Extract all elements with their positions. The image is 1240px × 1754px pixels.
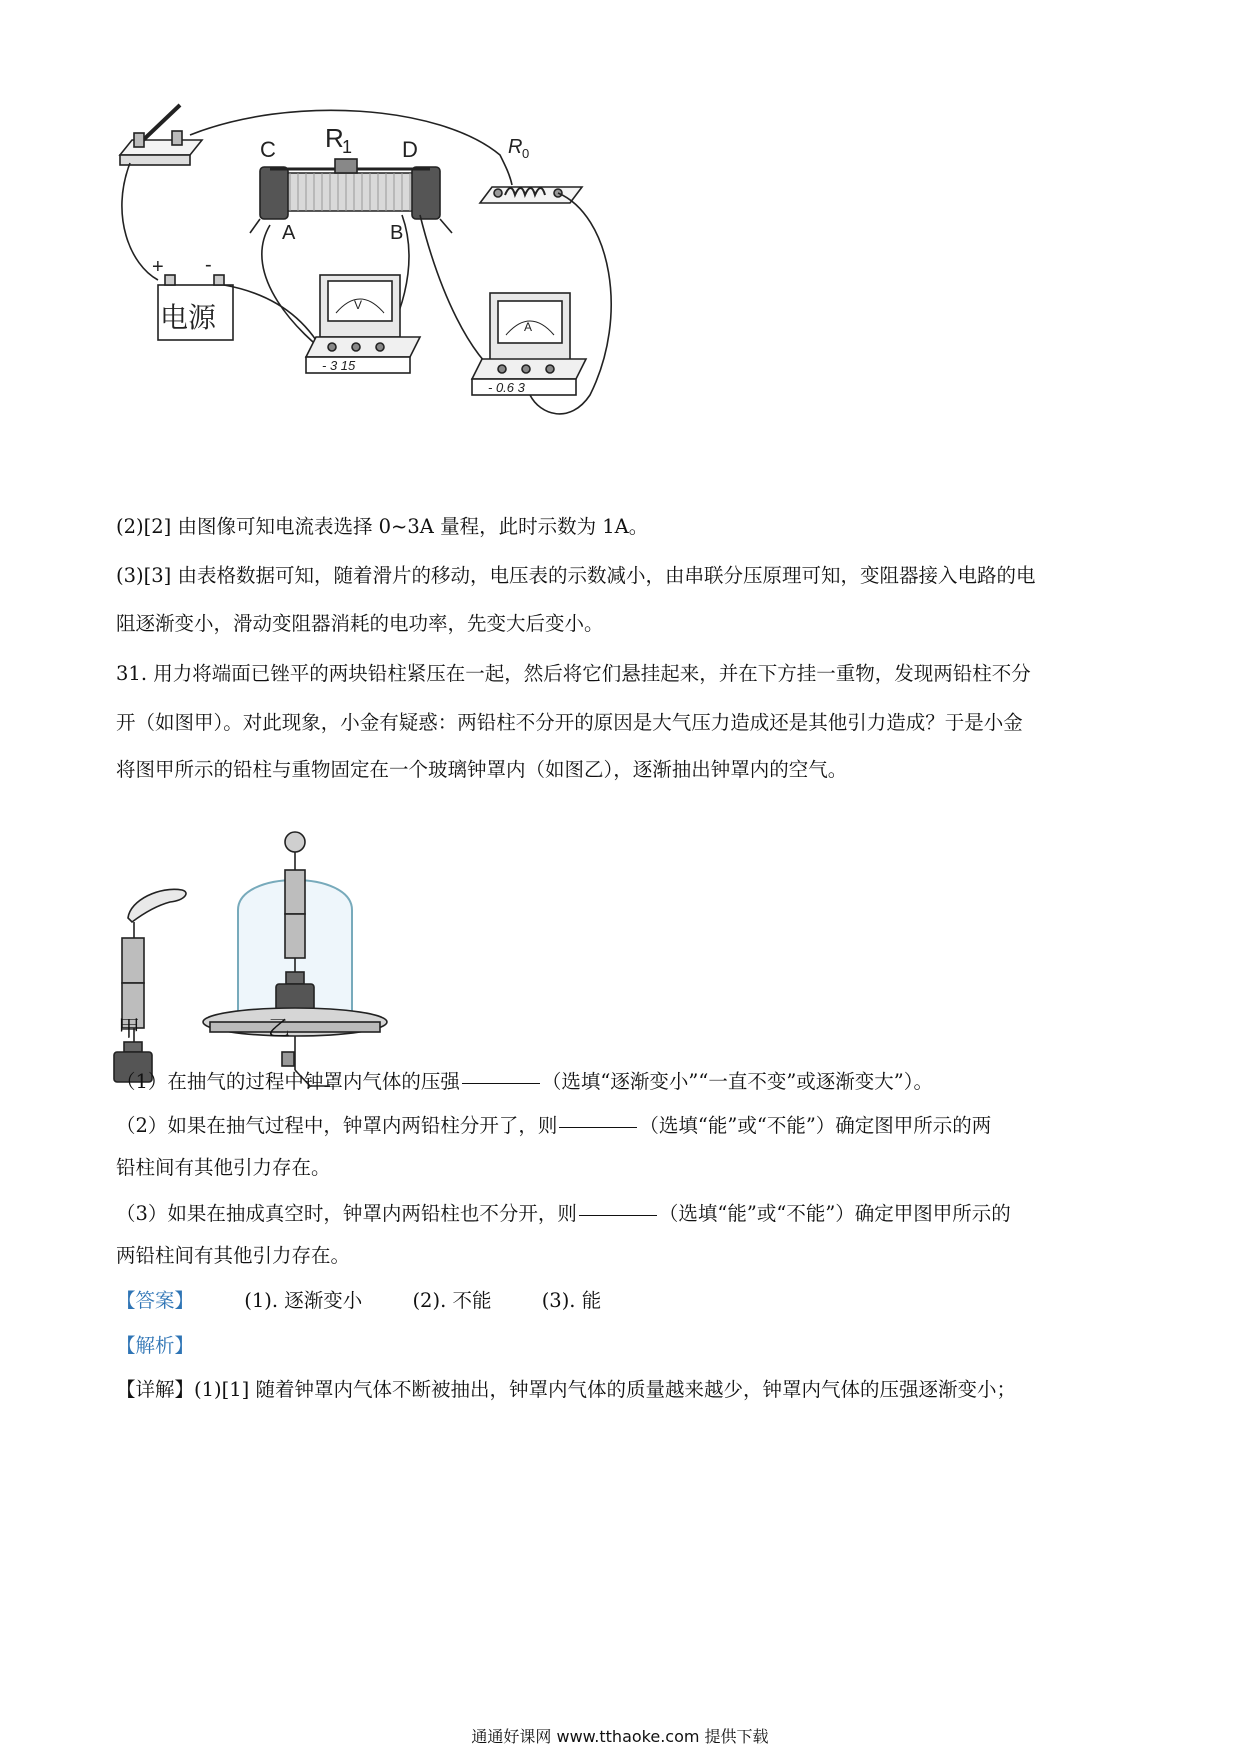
page-footer: 通通好课网 www.tthaoke.com 提供下载 bbox=[471, 1727, 769, 1746]
q31-line1: 31. 用力将端面已锉平的两块铅柱紧压在一起，然后将它们悬挂起来，并在下方挂一重物，发现两铅柱不分 bbox=[116, 662, 1031, 685]
answer-1: (1). 逐渐变小 bbox=[244, 1289, 363, 1312]
subq-1-text-b: （选填“逐渐变小”“一直不变”或逐渐变大”）。 bbox=[541, 1070, 934, 1093]
circuit-diagram bbox=[110, 95, 670, 455]
subq-1 bbox=[116, 1058, 1126, 1105]
detail-label: 【详解】 bbox=[116, 1378, 195, 1401]
line-3-3a: (3)[3] 由表格数据可知，随着滑片的移动，电压表的示数减小，由串联分压原理可知，变阻器接入电路的电 bbox=[116, 564, 1036, 587]
lead-cylinder-upper bbox=[122, 938, 144, 983]
detail-row bbox=[116, 1366, 1126, 1413]
q31-line3: 将图甲所示的铅柱与重物固定在一个玻璃钟罩内（如图乙），逐渐抽出钟罩内的空气。 bbox=[116, 758, 848, 781]
subq-3-text-a: （3）如果在抽成真空时，钟罩内两铅柱也不分开，则 bbox=[116, 1202, 577, 1225]
line-2-2: (2)[2] 由图像可知电流表选择 0~3A 量程，此时示数为 1A。 bbox=[116, 515, 649, 538]
caption-jia: 甲 bbox=[118, 1017, 141, 1042]
answer-row bbox=[116, 1277, 1126, 1324]
switch-base bbox=[120, 140, 202, 155]
label-r1: R bbox=[325, 123, 344, 153]
subq-3 bbox=[116, 1190, 1126, 1237]
label-c: C bbox=[260, 137, 276, 162]
analysis-row bbox=[116, 1322, 1126, 1369]
caption-yi: 乙 bbox=[268, 1017, 291, 1042]
subq-2-cont: 铅柱间有其他引力存在。 bbox=[116, 1156, 331, 1179]
answer-blank-3[interactable] bbox=[579, 1214, 657, 1216]
label-d: D bbox=[402, 137, 418, 162]
answer-blank-1[interactable] bbox=[462, 1082, 540, 1084]
subq-1-text-a: （1）在抽气的过程中钟罩内气体的压强 bbox=[116, 1070, 460, 1093]
answer-blank-2[interactable] bbox=[559, 1126, 637, 1128]
voltmeter-terminals: - 3 15 bbox=[322, 358, 356, 373]
power-label: 电源 bbox=[160, 302, 217, 333]
ammeter-letter: A bbox=[524, 320, 533, 334]
subq-3-text-b: （选填“能”或“不能”）确定甲图甲所示的 bbox=[658, 1202, 1011, 1225]
subq-3-cont: 两铅柱间有其他引力存在。 bbox=[116, 1244, 351, 1267]
subq-2 bbox=[116, 1102, 1126, 1149]
rheostat-coil bbox=[280, 173, 420, 211]
label-a: A bbox=[282, 222, 296, 244]
answer-label: 【答案】 bbox=[116, 1289, 195, 1312]
label-r1-sub: 1 bbox=[342, 137, 353, 157]
detail-text: (1)[1] 随着钟罩内气体不断被抽出，钟罩内气体的质量越来越少，钟罩内气体的压强逐渐变小； bbox=[194, 1378, 1016, 1401]
ammeter-terminals: - 0.6 3 bbox=[488, 380, 525, 395]
rheostat-slider bbox=[335, 159, 357, 173]
label-r0: R bbox=[508, 136, 523, 158]
label-plus: + bbox=[152, 256, 164, 278]
label-r0-sub: 0 bbox=[522, 146, 530, 161]
answer-2: (2). 不能 bbox=[412, 1289, 492, 1312]
label-minus: - bbox=[205, 254, 212, 276]
subq-2-text-a: （2）如果在抽气过程中，钟罩内两铅柱分开了，则 bbox=[116, 1114, 558, 1137]
subq-2-text-b: （选填“能”或“不能”）确定图甲所示的两 bbox=[639, 1114, 992, 1137]
answer-3: (3). 能 bbox=[541, 1289, 602, 1312]
q31-line2: 开（如图甲）。对此现象，小金有疑惑：两铅柱不分开的原因是大气压力造成还是其他引力造成？于是小金 bbox=[116, 711, 1023, 734]
label-b: B bbox=[390, 222, 404, 244]
analysis-label: 【解析】 bbox=[116, 1334, 195, 1357]
hand bbox=[128, 889, 186, 922]
voltmeter-letter: V bbox=[354, 298, 363, 312]
line-3-3b: 阻逐渐变小，滑动变阻器消耗的电功率，先变大后变小。 bbox=[116, 612, 604, 635]
